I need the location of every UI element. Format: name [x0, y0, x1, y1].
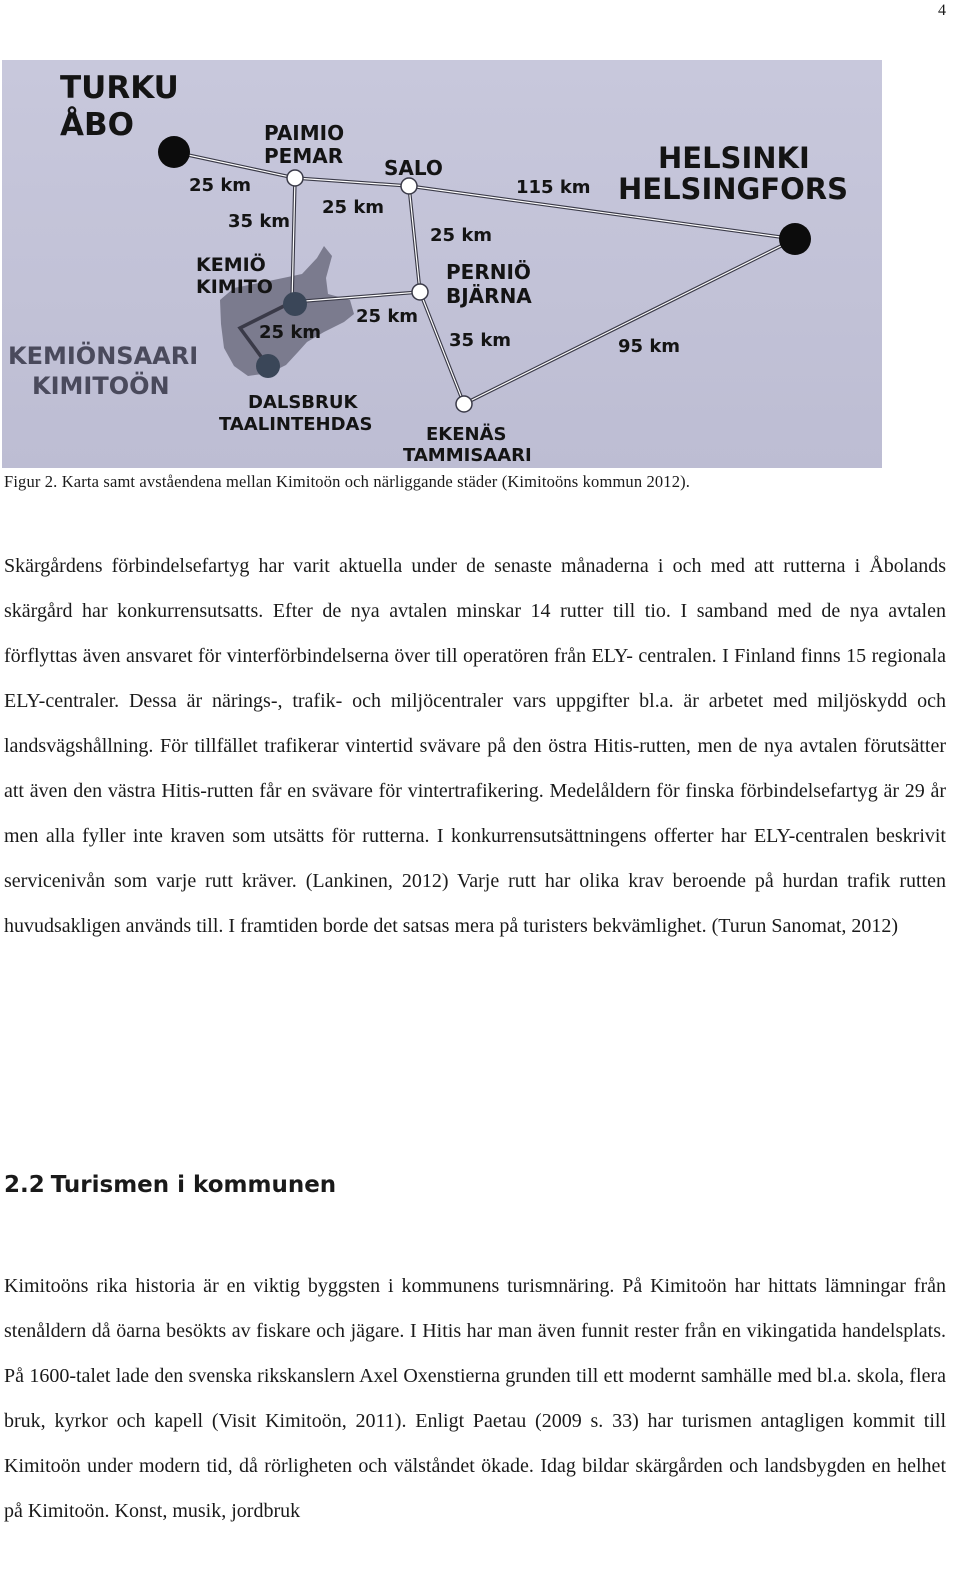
label-turku-sv: ÅBO — [60, 107, 134, 143]
label-turku-fi: TURKU — [60, 70, 179, 106]
map-graphic — [2, 60, 882, 468]
distance-paimio-salo: 25 km — [322, 197, 385, 218]
label-helsinki-fi: HELSINKI — [658, 141, 810, 175]
label-pernio-sv: BJÄRNA — [446, 284, 532, 308]
body-paragraph-2: Kimitoöns rika historia är en viktig byggsten i kommunens turismnäring. På Kimitoön har hittats lämningar från stenåldern då öarna besökts av fiskare och jägare. I Hitis har man även funnit rester från en vikingatida handelsplats. På 1600-talet lade den svenska rikskanslern Axel Oxenstierna grunden till ett modernt samhälle med bl.a. skola, flera bruk, kyrkor och kapell (Visit Kimitoön, 2011). Enligt Paetau (2009 s. 33) har turismen antagligen kommit till Kimitoön under modern tid, då rörligheten och välståndet ökade. Idag bildar skärgården och landsbygden en helhet på Kimitoön. Konst, musik, jordbruk — [4, 1275, 946, 1522]
label-region-sv: KIMITOÖN — [32, 372, 170, 400]
label-dalsbruk-fi: DALSBRUK — [248, 392, 358, 413]
label-kemio-fi: KEMIÖ — [196, 254, 266, 276]
section-title: Turismen i kommunen — [50, 1172, 337, 1198]
distance-salo-helsinki: 115 km — [516, 177, 591, 198]
section-number: 2.2 — [4, 1172, 45, 1198]
label-helsinki-sv: HELSINGFORS — [618, 172, 848, 206]
salo-marker — [401, 178, 417, 194]
kemio-marker — [283, 292, 307, 316]
turku-marker — [158, 136, 190, 168]
label-salo: SALO — [384, 156, 443, 180]
distance-pernio-ekenas: 35 km — [449, 330, 512, 351]
label-region-fi: KEMIÖNSAARI — [8, 342, 199, 370]
label-ekenas-sv: TAMMISAARI — [403, 445, 532, 466]
figure-caption: Figur 2. Karta samt avståendena mellan Kimitoön och närliggande städer (Kimitoöns kommun 2012). — [4, 472, 691, 491]
label-kemio-sv: KIMITO — [196, 276, 273, 298]
paimio-marker — [287, 170, 303, 186]
distance-turku-paimio: 25 km — [189, 175, 252, 196]
section-heading — [4, 1172, 336, 1198]
dalsbruk-marker — [256, 354, 280, 378]
distance-ekenas-helsinki: 95 km — [618, 336, 681, 357]
label-ekenas-fi: EKENÄS — [426, 424, 507, 445]
map-background — [2, 60, 882, 468]
distance-map — [2, 60, 882, 468]
body-paragraph-1: Skärgårdens förbindelsefartyg har varit aktuella under de senaste månaderna i och med att rutterna i Åbolands skärgård har konkurrensutsatts. Efter de nya avtalen minskar 14 rutter till tio. I samband med de nya avtalen förflyttas även ansvaret för vinterförbindelserna över till operatören från ELY- centralen. I Finland finns 15 regionala ELY-centraler. Dessa är närings-, trafik- och miljöcentraler vars uppgifter bl.a. är arbetet med miljöskydd och landsvägshållning. För tillfället trafikerar vintertid svävare på den östra Hitis-rutten, men de nya avtalen förutsätter att även den västra Hitis-rutten får en svävare för vintertrafikering. Medelåldern för finska förbindelsefartyg är 29 år men alla fyller inte kraven som utsätts för rutterna. I konkurrensutsättningens offerter har ELY-centralen beskrivit servicenivån som varje rutt kräver. (Lankinen, 2012) Varje rutt har olika krav beroende på hurdan trafik rutten huvudsakligen används till. I framtiden borde det satsas mera på turisters bekvämlighet. (Turun Sanomat, 2012) — [4, 555, 946, 937]
distance-paimio-kemio: 35 km — [228, 211, 291, 232]
label-pernio-fi: PERNIÖ — [446, 260, 531, 284]
label-paimio-sv: PEMAR — [264, 144, 344, 168]
label-paimio-fi: PAIMIO — [264, 121, 345, 145]
label-dalsbruk-sv: TAALINTEHDAS — [219, 414, 373, 435]
pernio-marker — [412, 284, 428, 300]
ekenas-marker — [456, 396, 472, 412]
distance-kemio-pernio: 25 km — [356, 306, 419, 327]
helsinki-marker — [779, 223, 811, 255]
distance-salo-pernio: 25 km — [430, 225, 493, 246]
page-number: 4 — [938, 2, 946, 19]
distance-kemio-dalsbruk: 25 km — [259, 322, 322, 343]
